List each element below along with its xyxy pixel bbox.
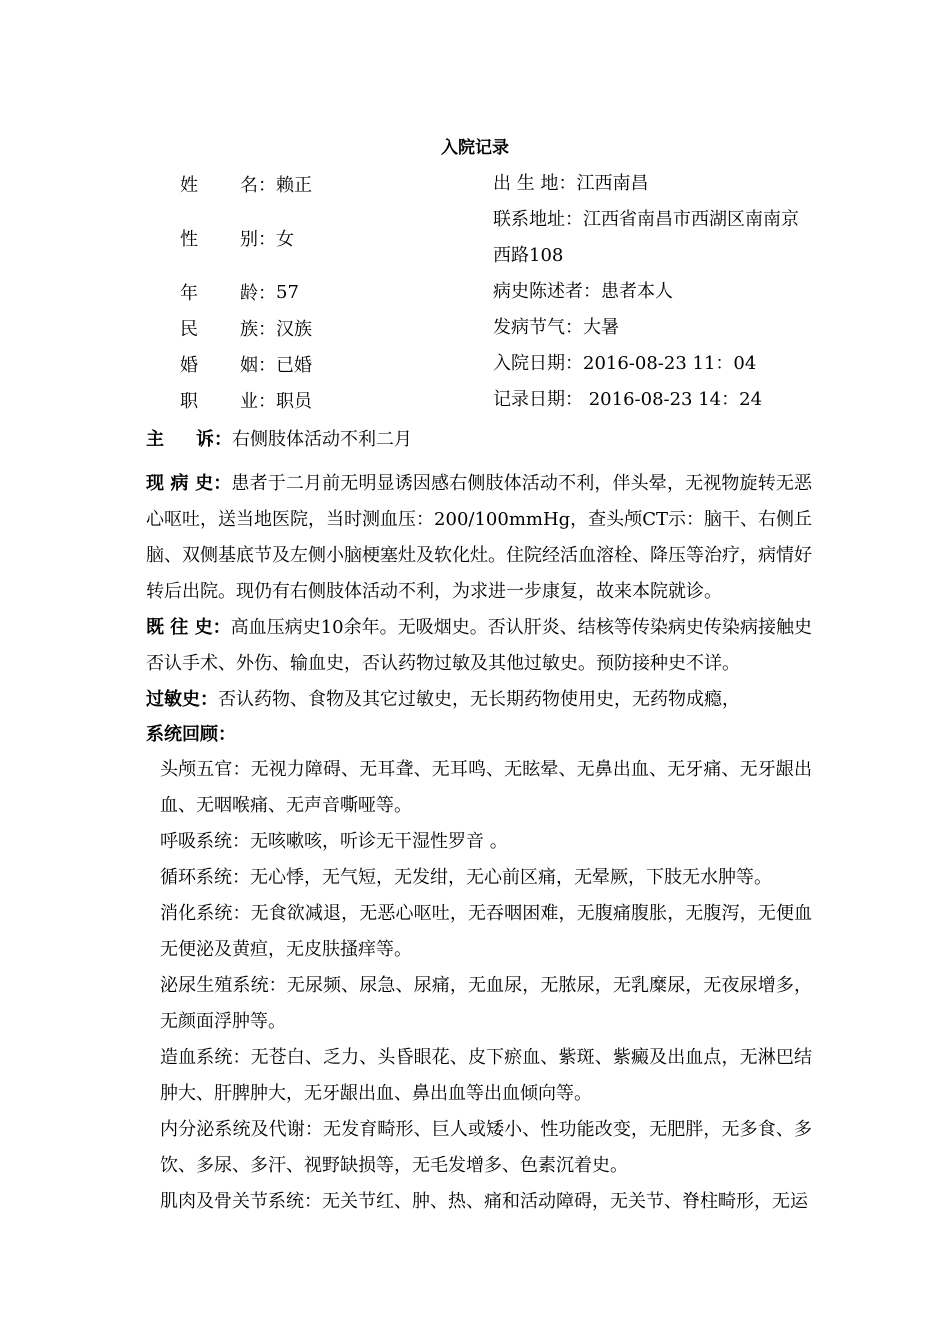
sex-value: 女 xyxy=(276,229,294,250)
birthplace-value: 江西南昌 xyxy=(576,173,649,194)
system-review-item-respiratory: 呼吸系统：无咳嗽咳，听诊无干湿性罗音 。 xyxy=(160,831,508,852)
present-history-label: 现 病 史： xyxy=(146,473,232,494)
onset-term-label: 发病节气： xyxy=(493,317,583,338)
system-review-item-head: 头颅五官：无视力障碍、无耳聋、无耳鸣、无眩晕、无鼻出血、无牙痛、无牙龈出血、无咽喉痛、无声音嘶哑等。 xyxy=(160,759,812,816)
marriage-label: 婚 姻： xyxy=(180,355,276,376)
narrator-value: 患者本人 xyxy=(601,281,673,302)
onset-term-field xyxy=(493,310,813,346)
system-review-item-hematopoietic: 造血系统：无苍白、乏力、头昏眼花、皮下瘀血、紫斑、紫癜及出血点，无淋巴结肿大、肝脾肿大，无牙龈出血、鼻出血等出血倾向等。 xyxy=(160,1047,812,1104)
allergy-history-value: 否认药物、食物及其它过敏史，无长期药物使用史，无药物成瘾， xyxy=(218,689,740,710)
name-value: 赖正 xyxy=(276,175,312,196)
past-history-label: 既 往 史： xyxy=(146,617,231,638)
allergy-history-label: 过敏史： xyxy=(146,689,218,710)
chief-complaint-value: 右侧肢体活动不利二月 xyxy=(232,429,412,450)
chief-complaint-label: 主 诉： xyxy=(146,429,232,450)
system-review-heading: 系统回顾： xyxy=(146,724,236,745)
sex-label: 性 别： xyxy=(180,229,276,250)
onset-term-value: 大暑 xyxy=(583,317,619,338)
address-label: 联系地址： xyxy=(493,209,583,230)
age-field xyxy=(180,279,493,305)
record-date-field xyxy=(493,382,813,418)
record-date-label: 记录日期： xyxy=(493,388,583,410)
past-history xyxy=(146,610,812,682)
basic-info-table xyxy=(180,166,820,417)
admission-date-label: 入院日期： xyxy=(493,353,583,374)
record-date-value: 2016-08-23 14：24 xyxy=(583,388,763,410)
address-value: 江西省南昌市西湖区南南京西路108 xyxy=(493,209,799,266)
address-field xyxy=(493,202,813,274)
system-review-item-musculoskeletal: 肌肉及骨关节系统：无关节红、肿、热、痛和活动障碍，无关节、脊柱畸形，无运 xyxy=(160,1191,808,1212)
admission-date-value: 2016-08-23 11：04 xyxy=(583,353,757,374)
info-row xyxy=(180,274,820,310)
occupation-label: 职 业： xyxy=(180,390,276,412)
ethnicity-label: 民 族： xyxy=(180,319,276,340)
ethnicity-value: 汉族 xyxy=(276,319,312,340)
past-history-value: 高血压病史10余年。无吸烟史。否认肝炎、结核等传染病史传染病接触史否认手术、外伤、输血史，否认药物过敏及其他过敏史。预防接种史不详。 xyxy=(146,617,812,674)
info-row xyxy=(180,382,820,417)
allergy-history xyxy=(146,682,812,718)
sex-field xyxy=(180,225,493,251)
document-title: 入院记录 xyxy=(441,138,509,158)
age-value: 57 xyxy=(276,281,299,303)
admission-date-field xyxy=(493,346,813,382)
name-label: 姓 名： xyxy=(180,175,276,196)
marriage-field xyxy=(180,351,493,377)
age-label: 年 龄： xyxy=(180,283,276,304)
info-row xyxy=(180,202,820,274)
chief-complaint xyxy=(146,424,812,456)
occupation-field xyxy=(180,387,493,413)
record-body xyxy=(146,424,812,1220)
marriage-value: 已婚 xyxy=(276,355,312,376)
present-history-value: 患者于二月前无明显诱因感右侧肢体活动不利，伴头晕，无视物旋转无恶心呕吐，送当地医院，当时测血压：200/100mmHg，查头颅CT示：脑干、右侧丘脑、双侧基底节及左侧小脑梗塞灶及软化灶。住院经活血溶栓、降压等治疗，病情好转后出院。现仍有右侧肢体活动不利，为求进一步康复，故来本院就诊。 xyxy=(146,473,812,602)
occupation-value: 职员 xyxy=(276,390,312,412)
system-review-item-urogenital: 泌尿生殖系统：无尿频、尿急、尿痛，无血尿，无脓尿，无乳糜尿，无夜尿增多，无颜面浮肿等。 xyxy=(160,975,812,1032)
system-review-item-endocrine: 内分泌系统及代谢：无发育畸形、巨人或矮小、性功能改变，无肥胖，无多食、多饮、多尿、多汗、视野缺损等，无毛发增多、色素沉着史。 xyxy=(160,1119,812,1176)
narrator-label: 病史陈述者： xyxy=(493,281,601,302)
present-history xyxy=(146,466,812,610)
info-row xyxy=(180,346,820,382)
name-field xyxy=(180,171,493,197)
birthplace-label: 出 生 地： xyxy=(493,173,577,194)
ethnicity-field xyxy=(180,315,493,341)
system-review-item-circulatory: 循环系统：无心悸，无气短，无发绀，无心前区痛，无晕厥，下肢无水肿等。 xyxy=(160,867,772,888)
system-review-item-digestive: 消化系统：无食欲减退，无恶心呕吐，无吞咽困难，无腹痛腹胀，无腹泻，无便血无便泌及黄疸，无皮肤搔痒等。 xyxy=(160,903,812,960)
info-row xyxy=(180,166,820,202)
narrator-field xyxy=(493,274,813,310)
info-row xyxy=(180,310,820,346)
birthplace-field xyxy=(493,166,813,202)
